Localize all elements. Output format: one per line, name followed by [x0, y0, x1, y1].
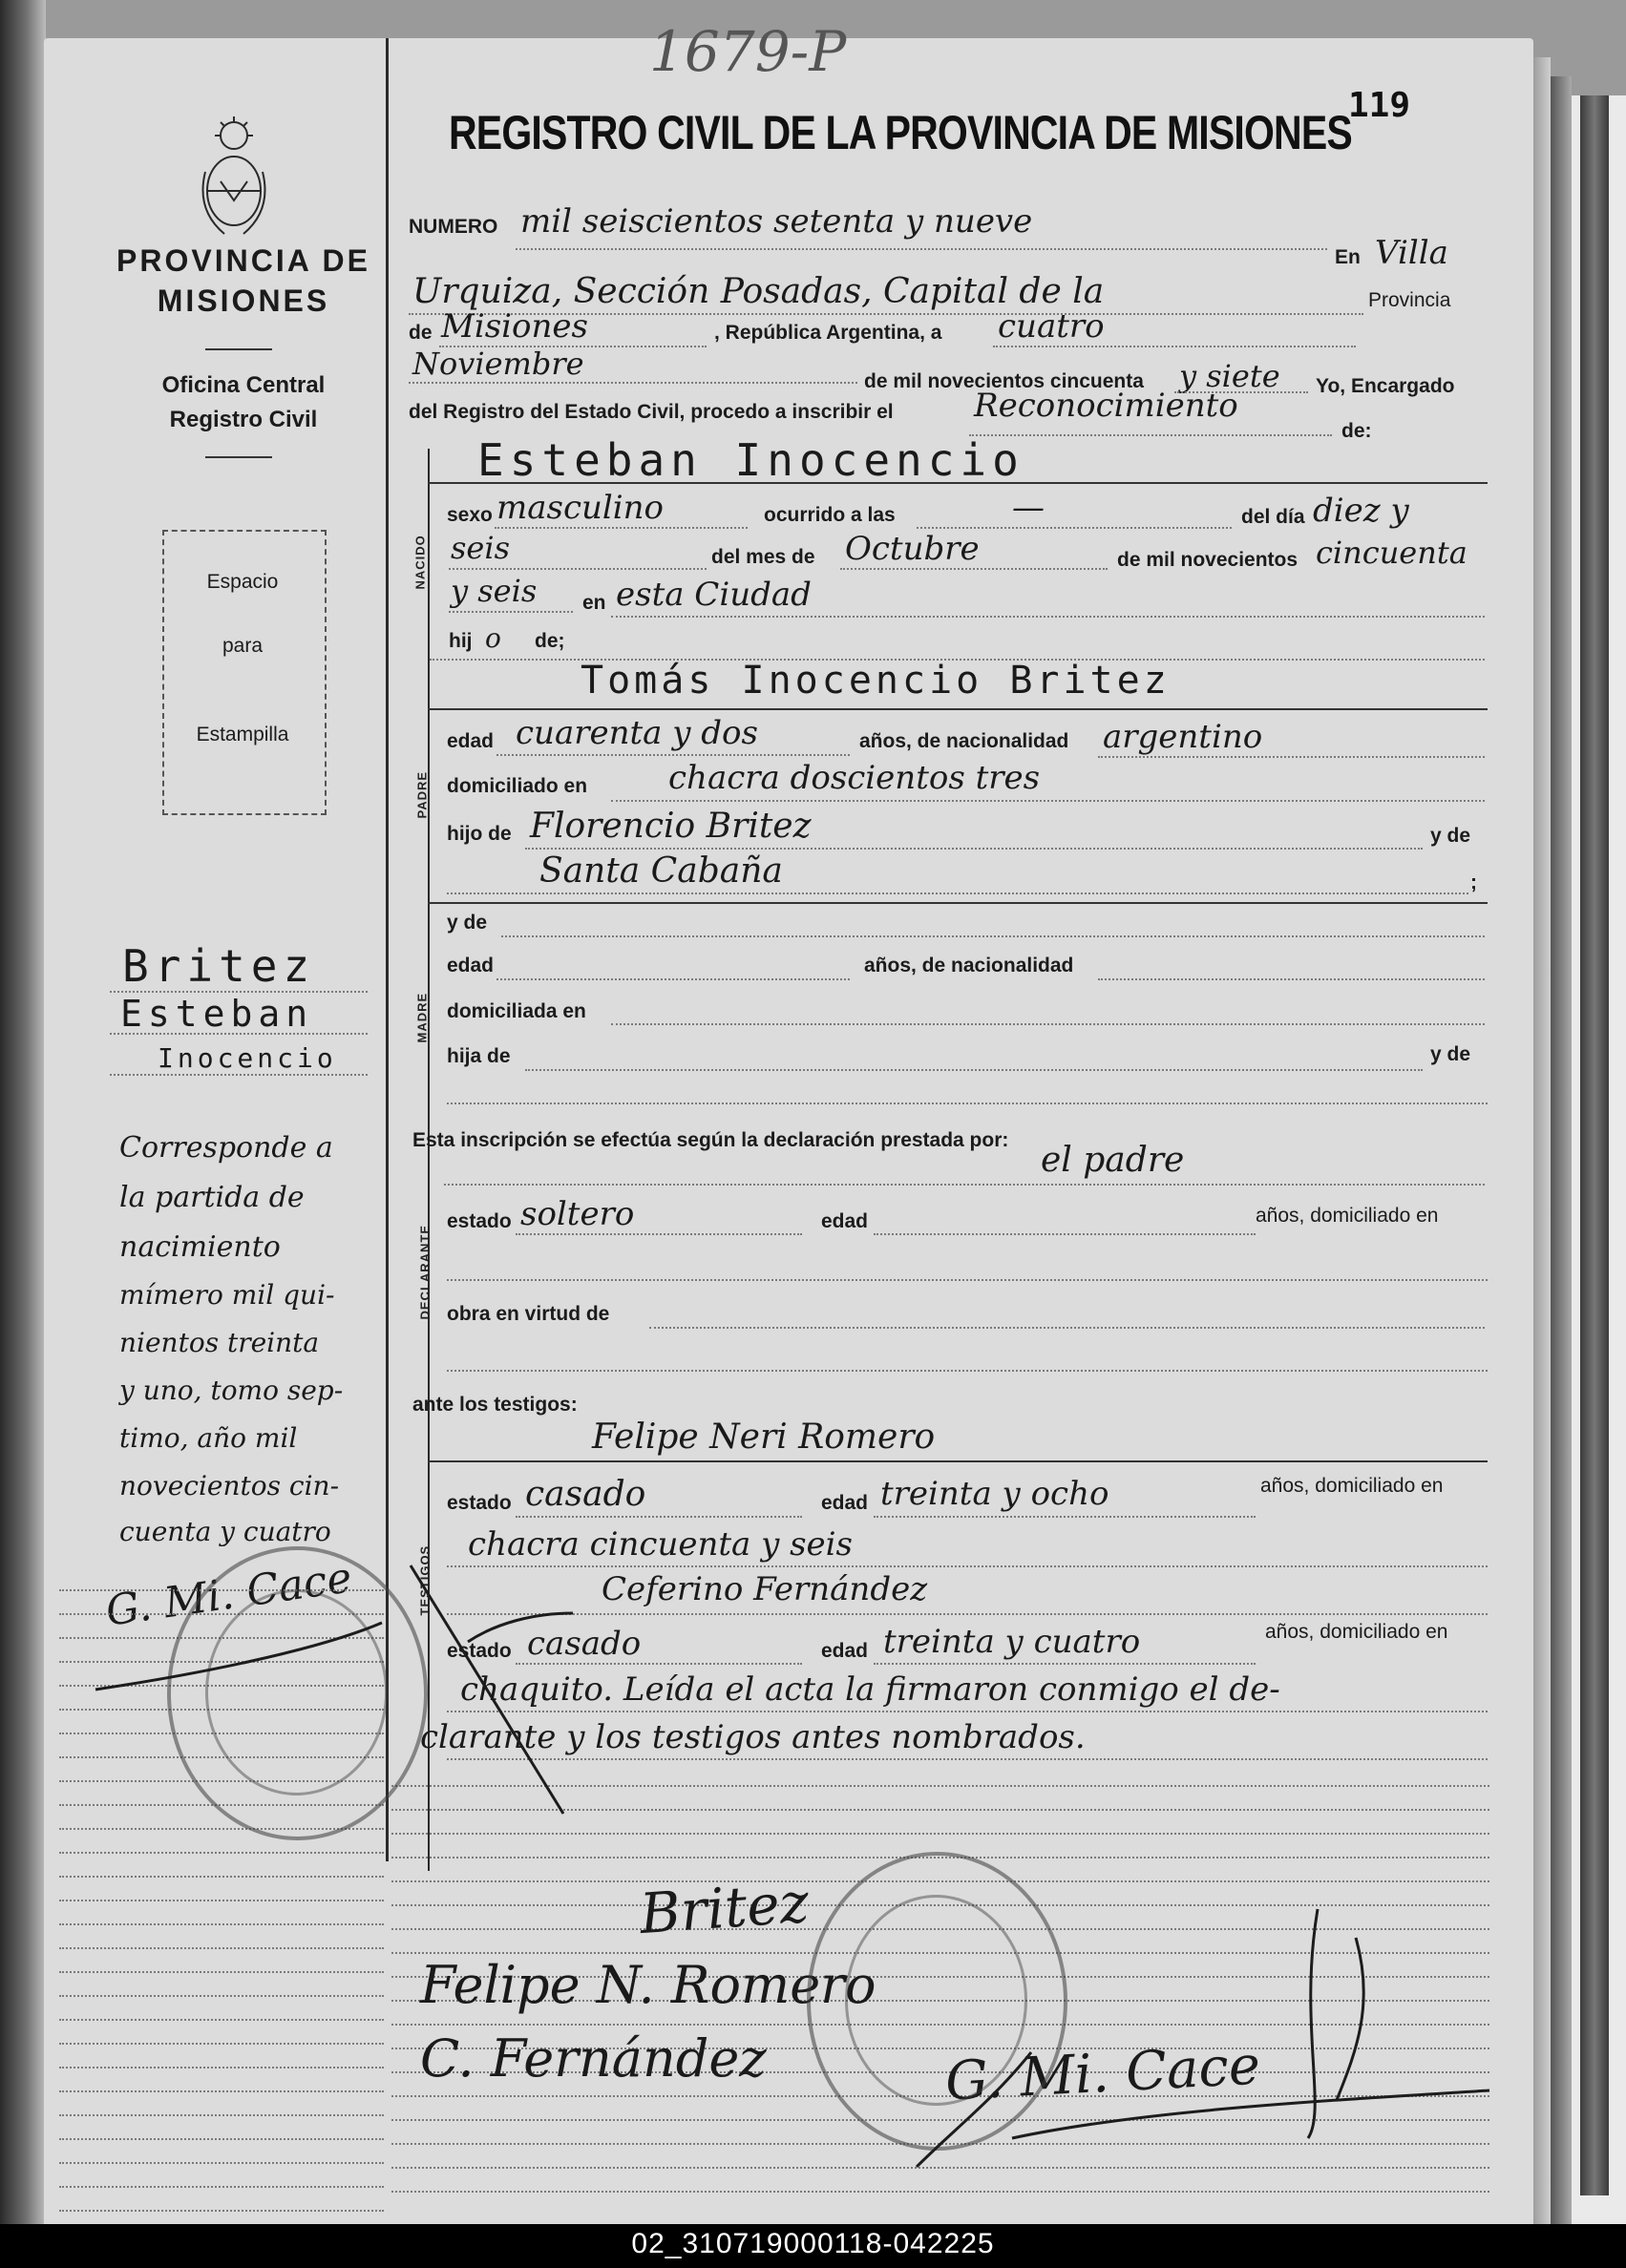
margin-note-line: novecientos cin-	[119, 1470, 340, 1502]
hij-value: o	[485, 622, 501, 654]
margin-note-line: nacimiento	[119, 1230, 281, 1264]
en-value: Villa	[1375, 234, 1448, 272]
left-signature: G. Mi. Cace	[102, 1553, 355, 1636]
numero-label: NUMERO	[409, 216, 498, 238]
padre-name: Tomás Inocencio Britez	[581, 659, 1171, 703]
t1-edad-label: edad	[821, 1492, 869, 1514]
t1-estado-value: casado	[525, 1475, 646, 1514]
madre-side-label: MADRE	[414, 992, 430, 1043]
edad-declarante-label: edad	[821, 1210, 869, 1232]
left-given-name-1: Esteban	[120, 993, 314, 1035]
domicilio-madre-label: domiciliada en	[447, 1000, 586, 1022]
dia-nac-value-2: seis	[451, 530, 511, 566]
t1-edad-value: treinta y ocho	[880, 1475, 1109, 1513]
declaracion-label: Esta inscripción se efectúa según la declaración prestada por:	[412, 1129, 1009, 1151]
mes-label: del mes de	[711, 546, 815, 568]
left-surname: Britez	[122, 940, 316, 992]
reference-number: 1679-P	[649, 19, 847, 84]
de2-label: de:	[1341, 420, 1372, 442]
nacionalidad-madre-label: años, de nacionalidad	[864, 955, 1074, 976]
domicilio-padre-value: chacra doscientos tres	[668, 759, 1041, 797]
nacionalidad-padre-value: argentino	[1103, 718, 1263, 756]
t2-anios-label: años, domiciliado en	[1265, 1621, 1448, 1643]
anio-nac-value-2: y seis	[451, 573, 538, 609]
signature-4: G. Mi. Cace	[943, 2034, 1262, 2113]
testigos-label: ante los testigos:	[412, 1394, 578, 1416]
left-given-name-2: Inocencio	[158, 1042, 337, 1074]
lugar-value: esta Ciudad	[616, 576, 812, 614]
estado-declarante-value: soltero	[520, 1195, 635, 1233]
t1-domicilio-value: chacra cincuenta y seis	[468, 1525, 854, 1564]
padre-side-label: PADRE	[414, 770, 430, 819]
dia-value: cuatro	[998, 307, 1105, 346]
margin-note-line: nientos treinta	[119, 1327, 320, 1358]
stamp-box-label-2: para	[222, 635, 264, 657]
republica-label: , República Argentina, a	[714, 322, 942, 344]
mil-nac-label: de mil novecientos	[1117, 549, 1299, 571]
signature-2: Felipe N. Romero	[420, 1955, 876, 2015]
en-nac-label: en	[582, 592, 606, 614]
de-nac-label: de;	[535, 630, 565, 652]
edad-padre-label: edad	[447, 730, 495, 752]
y-de-madre-2-label: y de	[1430, 1043, 1471, 1065]
hijo-de-label: hijo de	[447, 823, 512, 845]
declarante-side-label: DECLARANTE	[417, 1224, 433, 1320]
nacido-side-label: NACIDO	[412, 535, 428, 590]
office-label: Oficina Central	[161, 372, 326, 398]
numero-value: mil seiscientos setenta y nueve	[520, 202, 1033, 241]
nacionalidad-padre-label: años, de nacionalidad	[859, 730, 1069, 752]
testigos-side-label: TESTIGOS	[417, 1544, 433, 1616]
dia-nac-value: diez y	[1313, 492, 1409, 530]
hora-value: —	[1012, 489, 1045, 527]
page-title: REGISTRO CIVIL DE LA PROVINCIA DE MISIONES	[449, 106, 1352, 159]
mes-value: Noviembre	[412, 346, 584, 382]
margin-note-line: y uno, tomo sep-	[119, 1375, 344, 1406]
margin-note-line: cuenta y cuatro	[119, 1516, 331, 1547]
estado-declarante-label: estado	[447, 1210, 512, 1232]
mil-label: de mil novecientos cincuenta	[864, 370, 1144, 392]
registro-label: del Registro del Estado Civil, procedo a inscribir el	[409, 401, 894, 423]
margin-note-line: mímero mil qui-	[119, 1279, 335, 1311]
anio-value: y siete	[1179, 358, 1280, 394]
en-label: En	[1335, 246, 1361, 268]
t2-estado-label: estado	[447, 1640, 512, 1662]
signature-3: C. Fernández	[420, 2028, 767, 2089]
t2-domicilio-value: chaquito. Leída el acta la firmaron conmigo el de-	[460, 1670, 1280, 1709]
abuelo-value: Florencio Britez	[530, 807, 812, 846]
ocurrido-label: ocurrido a las	[764, 504, 896, 526]
provincia-label: Provincia	[1368, 289, 1451, 311]
semicolon: ;	[1470, 872, 1477, 893]
abuela-value: Santa Cabaña	[539, 851, 783, 891]
anio-nac-value: cincuenta	[1316, 535, 1468, 571]
province-label: PROVINCIA DE	[116, 243, 370, 278]
acto-value: Reconocimiento	[974, 387, 1238, 425]
margin-note-line: Corresponde a	[119, 1131, 333, 1165]
t2-edad-label: edad	[821, 1640, 869, 1662]
hij-label: hij	[449, 630, 473, 652]
domicilio-padre-label: domiciliado en	[447, 775, 588, 797]
province-label-2: MISIONES	[157, 284, 330, 318]
de-value: Misiones	[441, 307, 588, 346]
y-de-padre-label: y de	[1430, 825, 1471, 847]
t2-domicilio-value-2: clarante y los testigos antes nombrados.	[420, 1718, 1086, 1756]
yo-label: Yo, Encargado	[1316, 375, 1455, 397]
child-name: Esteban Inocencio	[477, 434, 1024, 486]
margin-note-line: timo, año mil	[119, 1422, 298, 1454]
t2-estado-value: casado	[527, 1625, 642, 1663]
anios-declarante-label: años, domiciliado en	[1256, 1205, 1439, 1227]
mes-nac-value: Octubre	[845, 530, 980, 568]
y-de-madre-label: y de	[447, 912, 488, 934]
t2-edad-value: treinta y cuatro	[883, 1623, 1141, 1661]
declarante-value: el padre	[1041, 1141, 1185, 1180]
testigo-1-name: Felipe Neri Romero	[592, 1418, 936, 1457]
signature-1: Britez	[637, 1869, 812, 1947]
de-label: de	[409, 322, 433, 344]
obra-label: obra en virtud de	[447, 1303, 610, 1325]
sexo-label: sexo	[447, 504, 493, 526]
edad-madre-label: edad	[447, 955, 495, 976]
del-dia-label: del día	[1241, 506, 1305, 528]
footer-code: 02_310719000118-042225	[631, 2228, 995, 2259]
stamp-box-label-1: Espacio	[206, 571, 279, 593]
edad-padre-value: cuarenta y dos	[516, 714, 758, 752]
t1-estado-label: estado	[447, 1492, 512, 1514]
hija-de-label: hija de	[447, 1045, 511, 1067]
sexo-value: masculino	[496, 489, 665, 527]
office-label-2: Registro Civil	[169, 407, 318, 432]
margin-note-line: la partida de	[119, 1181, 305, 1214]
line2-value: Urquiza, Sección Posadas, Capital de la	[412, 272, 1105, 311]
testigo-2-name: Ceferino Fernández	[602, 1570, 928, 1608]
folio-number: 119	[1348, 86, 1411, 125]
t1-anios-label: años, domiciliado en	[1260, 1475, 1444, 1497]
stamp-box-label-3: Estampilla	[196, 724, 289, 746]
